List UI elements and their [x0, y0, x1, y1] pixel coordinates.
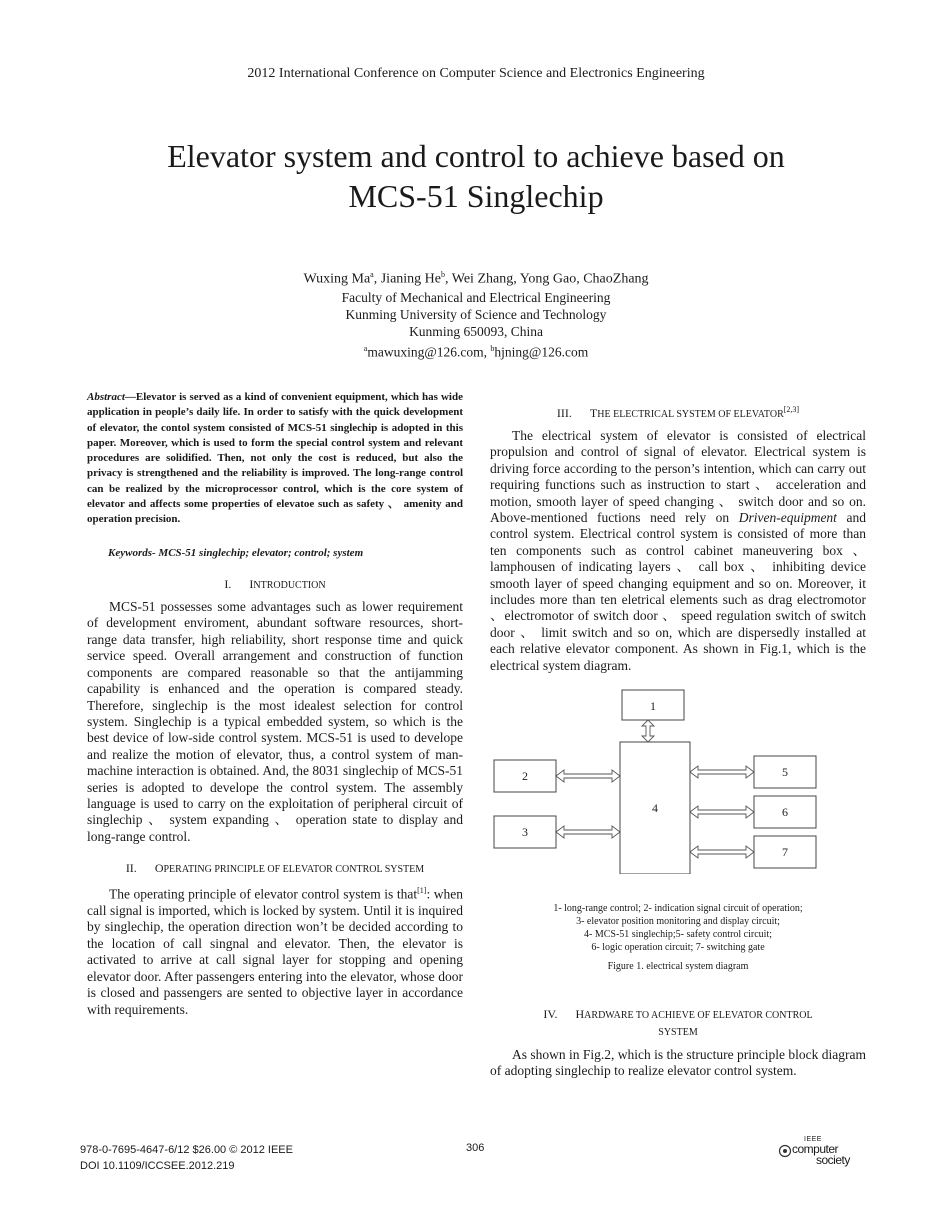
arrow-1-4: [642, 720, 654, 742]
computer-society-logo: [778, 1136, 868, 1170]
section-heading-3-rest: HE ELECTRICAL SYSTEM OF ELEVATOR: [597, 409, 784, 420]
logo-computer-text: computer: [792, 1142, 839, 1156]
email-sup-a: a: [363, 343, 368, 353]
box-2-label: 2: [522, 769, 528, 784]
email-sup-b: b: [490, 343, 495, 353]
logo-ieee-text: IEEE: [804, 1136, 822, 1143]
figure-title: Figure 1. electrical system diagram: [607, 961, 749, 973]
section-heading-4: [490, 1006, 866, 1041]
section-2-paragraph: [87, 883, 463, 1018]
box-7-label: 7: [782, 845, 788, 860]
footer: [80, 1142, 293, 1174]
figure-caption: [490, 902, 866, 954]
section-heading-4-rest: ARDWARE TO ACHIEVE OF ELEVATOR CONTROL: [584, 1009, 813, 1021]
box-1-label: 1: [650, 699, 656, 714]
section-3-text-b: and control system. Electrical control system is consisted of more than ten components such as control cabinet maneuvering box 、lamphousen of indicating layers 、 call box 、 inhibiting device smooth layer of speed changing equipment and so on. Moreover, it includes more than ten eletrical elements such as drag electromotor 、electromotor of switch door 、 speed regulation switch of switch door 、 limit switch and so on, which are dispersedly installed at each relative elevator component. As shown in Fig.1, which is the electrical system diagram.: [490, 510, 866, 673]
section-heading-2-rest: PERATING PRINCIPLE OF ELEVATOR CONTROL SYSTEM: [163, 864, 425, 876]
citation-1: [1]: [417, 886, 427, 896]
conference-header: 2012 International Conference on Computer Science and Electronics Engineering: [247, 66, 705, 81]
box-4-label: 4: [652, 801, 658, 816]
author-name-2: , Jianing He: [373, 271, 441, 287]
section-number-2: II.: [125, 861, 137, 876]
section-heading-3: [490, 402, 866, 422]
section-heading-2-initial: O: [154, 861, 164, 876]
arrow-4-6: [690, 806, 754, 818]
section-heading-1-initial: I: [249, 577, 254, 592]
section-2-text-b: : when call signal is imported, which is locked by system. Until it is inquired by singlechip, the operation direction won’t be decided according to the location of call singnal and elevator. Then, the elevator is activated to arrive at call signal layer for stopping and opening elevator door. After passengers entering into the elevator, whose door is closed and passengers are sented to objective layer in accordance with requirements.: [87, 886, 463, 1017]
arrow-3-4: [556, 826, 620, 838]
author-name-rest: , Wei Zhang, Yong Gao, ChaoZhang: [445, 271, 649, 287]
arrow-4-5: [690, 766, 754, 778]
section-number-3: III.: [556, 406, 572, 420]
section-1-paragraph: MCS-51 possesses some advantages such as lower requirement of development enviroment, abundant software resources, short-range data transfer, high reliability, short response time and quick service speed. Overall arrangement and construction of function components are compared reasonable so that the antijamming capability is enhanced and the operation is compared steady. Therefore, singlechip is the most idealest selection for control system. Singlechip is a typical embedded system, so which is the best device of low-side control system. MCS-51 is used to develope and realize the motion of elevator, thus, a control system of man-machine interaction is obtained. And, the 8031 singlechip of MCS-51 series is adopted to develope the control system. The assembly language is used to carry on the exploitation of peripheral circuit of singlechip 、 system expanding 、 operation state to display and long-range control.: [87, 599, 463, 844]
page-number: 306: [466, 1142, 485, 1154]
author-names: [160, 266, 792, 289]
section-2-text-a: The operating principle of elevator control system is that: [109, 886, 418, 902]
arrow-2-4: [556, 770, 620, 782]
title-line-1: Elevator system and control to achieve based on: [167, 138, 785, 174]
author-sup-b: b: [441, 270, 445, 279]
caption-line-2: 3- elevator position monitoring and display circuit;: [576, 916, 780, 928]
computer-society-mark-icon: [778, 1144, 792, 1158]
author-sup-a: a: [370, 270, 374, 279]
section-number-4: IV.: [543, 1006, 558, 1021]
section-heading-4-initial: H: [575, 1006, 585, 1021]
email-b: hjning@126.com: [494, 344, 589, 360]
affiliation-line-1: Faculty of Mechanical and Electrical Engineering: [341, 289, 611, 305]
footer-isbn: 978-0-7695-4647-6/12 $26.00 © 2012 IEEE: [80, 1144, 293, 1156]
section-3-text-a: The electrical system of elevator is consisted of electrical propulsion and control of signal of elevator. Electrical system is driving force according to the person’s intention, which can carry out requiring functions such as instruction to start 、 acceleration and motion, smooth layer of speed changing 、 switch door and so on. Above-mentioned fuctions need rely on: [490, 428, 866, 526]
section-heading-4-line-2: SYSTEM: [658, 1026, 698, 1038]
electrical-system-diagram: [490, 686, 866, 874]
paper-title: [60, 136, 892, 216]
diagram-svg: [490, 686, 866, 874]
section-heading-1-rest: NTRODUCTION: [253, 580, 326, 592]
abstract-text: —Elevator is served as a kind of convenient equipment, which has wide application in people’s daily life. In order to satisfy with the quick development of elevator, the contol system consisted of MCS-51 singlechip is adopted in this paper. Moreover, which is used to form the special control system and relevant procedures are solidified. Then, not only the cost is reduced, but also the privacy is strengthened and the reliability is improved. The long-range control can be realized by the microprocessor control, which is the core system of elevator and affects some properties of elevatoe such as safety 、 amenity and operation precision.: [87, 391, 463, 526]
abstract-label: Abstract: [87, 391, 125, 403]
section-heading-3-initial: T: [589, 406, 598, 420]
section-3-emphasis: Driven-equipment: [738, 510, 837, 526]
box-6-label: 6: [782, 805, 788, 820]
caption-line-1: 1- long-range control; 2- indication signal circuit of operation;: [553, 903, 803, 915]
email-a: mawuxing@126.com,: [367, 344, 491, 360]
author-emails: [160, 340, 792, 361]
section-number-1: I.: [224, 577, 232, 592]
arrow-4-7: [690, 846, 754, 858]
affiliation-line-2: Kunming University of Science and Technology: [345, 306, 607, 322]
section-3-paragraph: [490, 428, 866, 674]
caption-line-3: 4- MCS-51 singlechip;5- safety control circuit;: [583, 929, 773, 941]
title-line-2: MCS-51 Singlechip: [348, 178, 604, 214]
section-4-paragraph: As shown in Fig.2, which is the structure principle block diagram of adopting singlechip to realize elevator control system.: [490, 1046, 866, 1078]
citation-2-3: [2,3]: [783, 405, 800, 414]
box-3-label: 3: [522, 825, 528, 840]
affiliation-line-3: Kunming 650093, China: [409, 323, 543, 339]
left-column: [87, 390, 463, 1018]
section-heading-1: [87, 577, 463, 593]
author-name-1: Wuxing Ma: [303, 271, 371, 287]
caption-line-4: 6- logic operation circuit; 7- switching gate: [591, 942, 765, 954]
author-block: [160, 266, 792, 360]
abstract: [87, 390, 463, 528]
footer-doi: DOI 10.1109/ICCSEE.2012.219: [80, 1160, 235, 1172]
right-column: [490, 402, 866, 1079]
section-heading-2: [87, 861, 463, 877]
logo-society-text: society: [816, 1153, 850, 1167]
box-5-label: 5: [782, 765, 788, 780]
keywords: Keywords- MCS-51 singlechip; elevator; control; system: [108, 546, 364, 559]
